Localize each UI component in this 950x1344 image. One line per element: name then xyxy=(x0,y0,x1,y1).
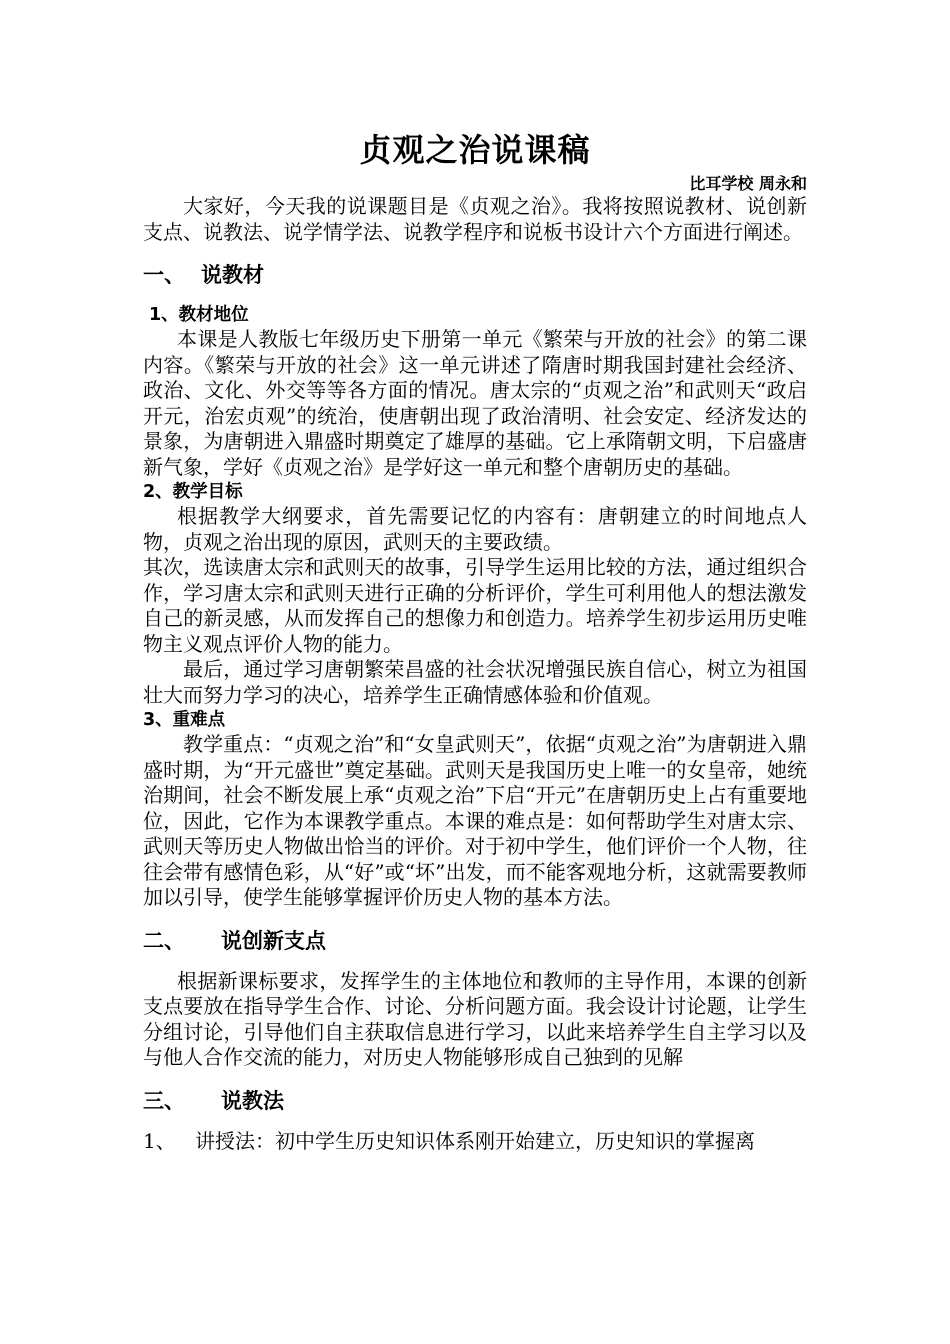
section-2-text: 根据新课标要求，发挥学生的主体地位和教师的主导作用，本课的创新支点要放在指导学生合作、讨论、分析问题方面。我会设计讨论题，让学生分组讨论，引导他们自主获取信息进行学习，以此来培养学生自主学习以及与他人合作交流的能力，对历史人物能够形成自己独到的见解 xyxy=(143,968,807,1069)
author-line: 比耳学校 周永和 xyxy=(689,174,807,193)
document-title: 贞观之治说课稿 xyxy=(359,131,591,169)
section-1-heading xyxy=(143,261,807,289)
section-1-title: 说教材 xyxy=(201,263,264,287)
subsection-1-1-heading: 1、教材地位 xyxy=(149,305,249,325)
subsection-1-2-heading: 2、教学目标 xyxy=(143,482,243,502)
section-1-number: 一、 xyxy=(143,263,185,287)
list-item-1-number: 1、 xyxy=(143,1128,176,1153)
section-2-number: 二、 xyxy=(143,928,185,953)
subsection-1-1-text: 本课是人教版七年级历史下册第一单元《繁荣与开放的社会》的第二课内容。《繁荣与开放的社会》这一单元讲述了隋唐时期我国封建社会经济、政治、文化、外交等等各方面的情况。唐太宗的“贞观之治”和武则天“政启开元，治宏贞观”的统治，使唐朝出现了政治清明、社会安定、经济发达的景象，为唐朝进入鼎盛时期奠定了雄厚的基础。它上承隋朝文明，下启盛唐新气象，学好《贞观之治》是学好这一单元和整个唐朝历史的基础。 xyxy=(143,327,807,479)
section-3-list-item-1 xyxy=(143,1129,807,1155)
intro-paragraph: 大家好，今天我的说课题目是《贞观之治》。我将按照说教材、说创新支点、说教法、说学情学法、说教学程序和说板书设计六个方面进行阐述。 xyxy=(143,194,807,244)
list-item-1-text: 讲授法：初中学生历史知识体系刚开始建立，历史知识的掌握离 xyxy=(195,1128,755,1153)
section-2-heading xyxy=(143,927,807,955)
subsection-1-2-text-2: 其次，选读唐太宗和武则天的故事，引导学生运用比较的方法，通过组织合作，学习唐太宗和武则天进行正确的分析评价，学生可利用他人的想法激发自己的新灵感，从而发挥自己的想像力和创造力。培养学生初步运用历史唯物主义观点评价人物的能力。 xyxy=(143,555,807,656)
section-3-title: 说教法 xyxy=(221,1088,284,1113)
section-2-title: 说创新支点 xyxy=(221,928,326,953)
subsection-1-3-heading: 3、重难点 xyxy=(143,710,226,730)
subsection-1-2-text-3: 最后，通过学习唐朝繁荣昌盛的社会状况增强民族自信心，树立为祖国壮大而努力学习的决心，培养学生正确情感体验和价值观。 xyxy=(143,657,807,707)
section-3-number: 三、 xyxy=(143,1088,185,1113)
section-3-heading xyxy=(143,1087,807,1115)
subsection-1-3-text: 教学重点：“贞观之治”和“女皇武则天”，依据“贞观之治”为唐朝进入鼎盛时期，为“开元盛世”奠定基础。武则天是我国历史上唯一的女皇帝，她统治期间，社会不断发展上承“贞观之治”下启“开元”在唐朝历史上占有重要地位，因此，它作为本课教学重点。本课的难点是：如何帮助学生对唐太宗、武则天等历史人物做出恰当的评价。对于初中学生，他们评价一个人物，往往会带有感情色彩，从“好”或“坏”出发，而不能客观地分析，这就需要教师加以引导，使学生能够掌握评价历史人物的基本方法。 xyxy=(143,732,807,909)
subsection-1-2-text-1: 根据教学大纲要求，首先需要记忆的内容有：唐朝建立的时间地点人物，贞观之治出现的原因，武则天的主要政绩。 xyxy=(143,504,807,554)
document-page xyxy=(143,128,807,1154)
